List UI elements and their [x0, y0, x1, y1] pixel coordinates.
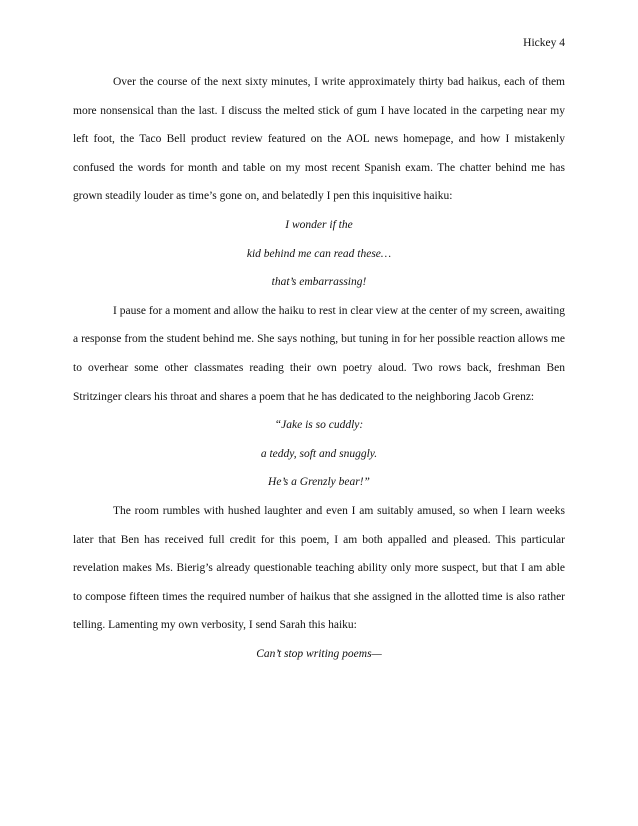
- paragraph-2: I pause for a moment and allow the haiku to rest in clear view at the center of my screen, awaiting a response from the student behind me. She says nothing, but tuning in for her possible reaction allows me to overhear some other classmates reading their own poetry aloud. Two rows back, freshman Ben Stritzinger clears his throat and shares a poem that he has dedicated to the neighboring Jacob Grenz:: [73, 304, 565, 403]
- paragraph-1: Over the course of the next sixty minutes, I write approximately thirty bad haikus, each of them more nonsensical than the last. I discuss the melted stick of gum I have located in the carpeting near my left foot, the Taco Bell product review featured on the AOL news homepage, and how I mistakenly confused the words for month and table on my most recent Spanish exam. The chatter behind me has grown steadily louder as time’s gone on, and belatedly I pen this inquisitive haiku:: [73, 76, 565, 203]
- haiku-2-line-2: a teddy, soft and snuggly.: [260, 447, 378, 460]
- running-head: Hickey 4: [523, 37, 565, 49]
- haiku-3-line-1: Can’t stop writing poems—: [256, 647, 382, 660]
- document-body: [73, 68, 565, 668]
- haiku-1-line-3: that’s embarrassing!: [271, 276, 367, 289]
- haiku-1-line-1: I wonder if the: [285, 218, 353, 231]
- haiku-2-line-3: He’s a Grenzly bear!”: [268, 476, 370, 489]
- paragraph-3: The room rumbles with hushed laughter and even I am suitably amused, so when I learn weeks later that Ben has received full credit for this poem, I am both appalled and pleased. This particular revelation makes Ms. Bierig’s already questionable teaching ability only more suspect, but that I am able to compose fifteen times the required number of haikus that she assigned in the allotted time is also rather telling. Lamenting my own verbosity, I send Sarah this haiku:: [73, 504, 565, 632]
- haiku-1-line-2: kid behind me can read these…: [246, 247, 392, 260]
- haiku-2-line-1: “Jake is so cuddly:: [274, 419, 364, 432]
